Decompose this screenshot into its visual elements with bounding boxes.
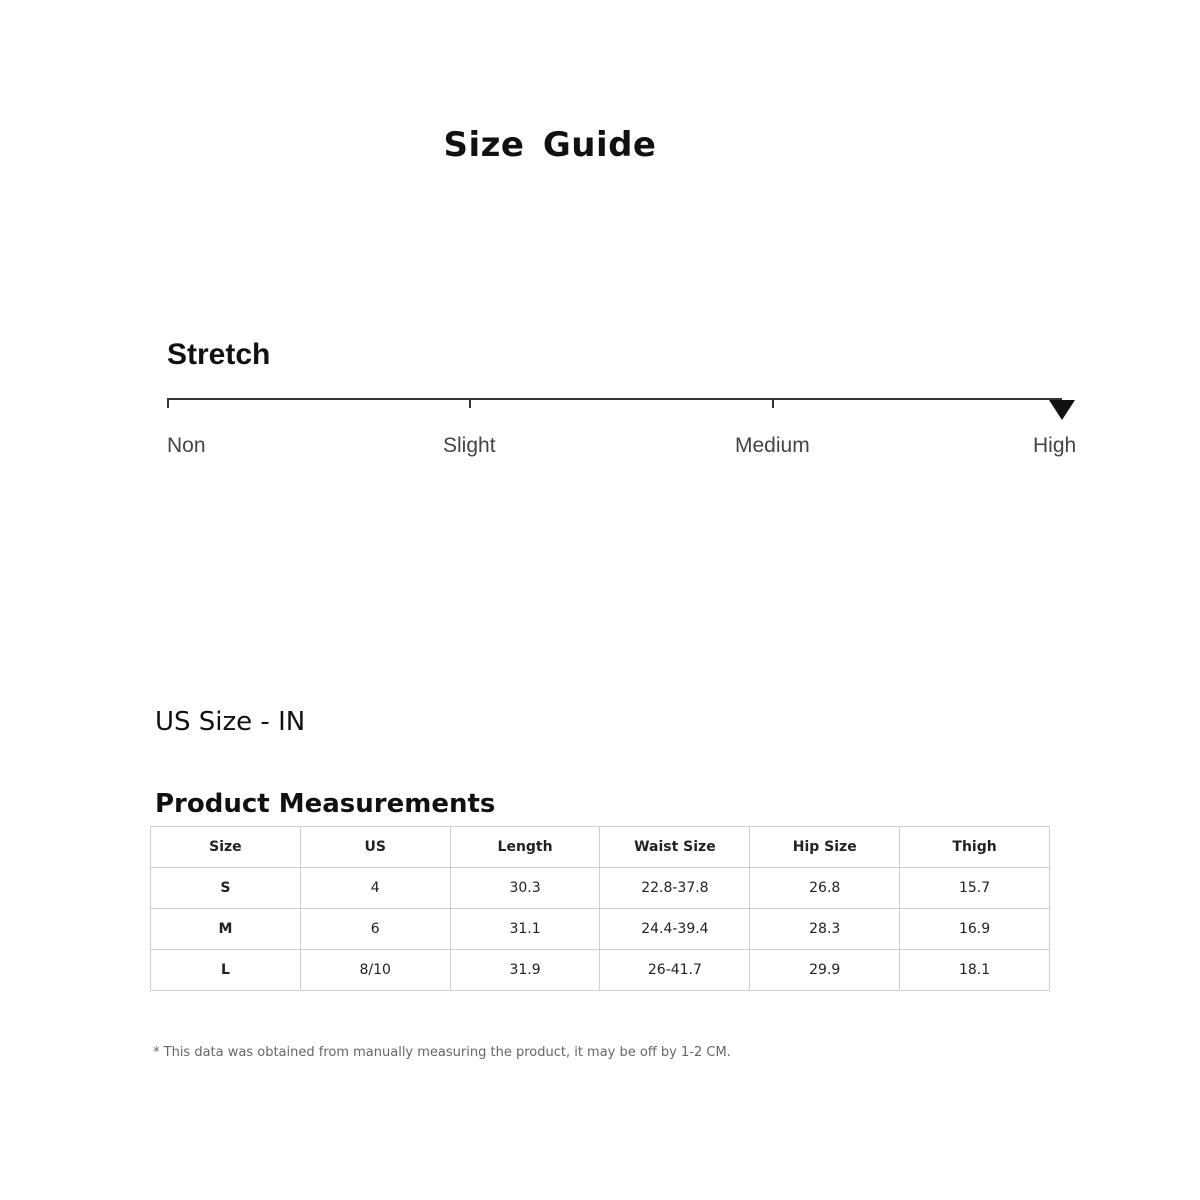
column-header-size: Size bbox=[151, 827, 301, 868]
cell-hip: 28.3 bbox=[750, 909, 900, 950]
column-header-length: Length bbox=[450, 827, 600, 868]
column-header-us: US bbox=[300, 827, 450, 868]
cell-length: 30.3 bbox=[450, 868, 600, 909]
table-row bbox=[151, 909, 1050, 950]
cell-length: 31.9 bbox=[450, 950, 600, 991]
table-header-row bbox=[151, 827, 1050, 868]
cell-size: M bbox=[151, 909, 301, 950]
cell-waist: 26-41.7 bbox=[600, 950, 750, 991]
table-row bbox=[151, 868, 1050, 909]
cell-thigh: 18.1 bbox=[900, 950, 1050, 991]
stretch-tick-slight bbox=[469, 398, 471, 408]
cell-waist: 24.4-39.4 bbox=[600, 909, 750, 950]
cell-us: 6 bbox=[300, 909, 450, 950]
measurements-heading: Product Measurements bbox=[155, 789, 496, 819]
measurements-table bbox=[150, 826, 1050, 991]
column-header-waist: Waist Size bbox=[600, 827, 750, 868]
unit-heading: US Size - IN bbox=[155, 707, 306, 737]
stretch-pointer-icon bbox=[1049, 400, 1075, 420]
cell-us: 4 bbox=[300, 868, 450, 909]
cell-thigh: 16.9 bbox=[900, 909, 1050, 950]
table-row bbox=[151, 950, 1050, 991]
cell-hip: 29.9 bbox=[750, 950, 900, 991]
stretch-label-medium: Medium bbox=[735, 434, 810, 457]
column-header-thigh: Thigh bbox=[900, 827, 1050, 868]
cell-length: 31.1 bbox=[450, 909, 600, 950]
stretch-label-slight: Slight bbox=[443, 434, 496, 457]
stretch-scale-line bbox=[167, 398, 1062, 400]
cell-size: L bbox=[151, 950, 301, 991]
column-header-hip: Hip Size bbox=[750, 827, 900, 868]
cell-us: 8/10 bbox=[300, 950, 450, 991]
stretch-label-high: High bbox=[1033, 434, 1077, 457]
stretch-heading: Stretch bbox=[167, 338, 271, 371]
cell-size: S bbox=[151, 868, 301, 909]
cell-hip: 26.8 bbox=[750, 868, 900, 909]
cell-waist: 22.8-37.8 bbox=[600, 868, 750, 909]
stretch-tick-medium bbox=[772, 398, 774, 408]
footnote: * This data was obtained from manually measuring the product, it may be off by 1-2 CM. bbox=[153, 1045, 731, 1060]
cell-thigh: 15.7 bbox=[900, 868, 1050, 909]
page-title: Size Guide bbox=[443, 125, 657, 165]
stretch-scale bbox=[167, 398, 1075, 458]
stretch-label-non: Non bbox=[167, 434, 206, 457]
stretch-tick-non bbox=[167, 398, 169, 408]
